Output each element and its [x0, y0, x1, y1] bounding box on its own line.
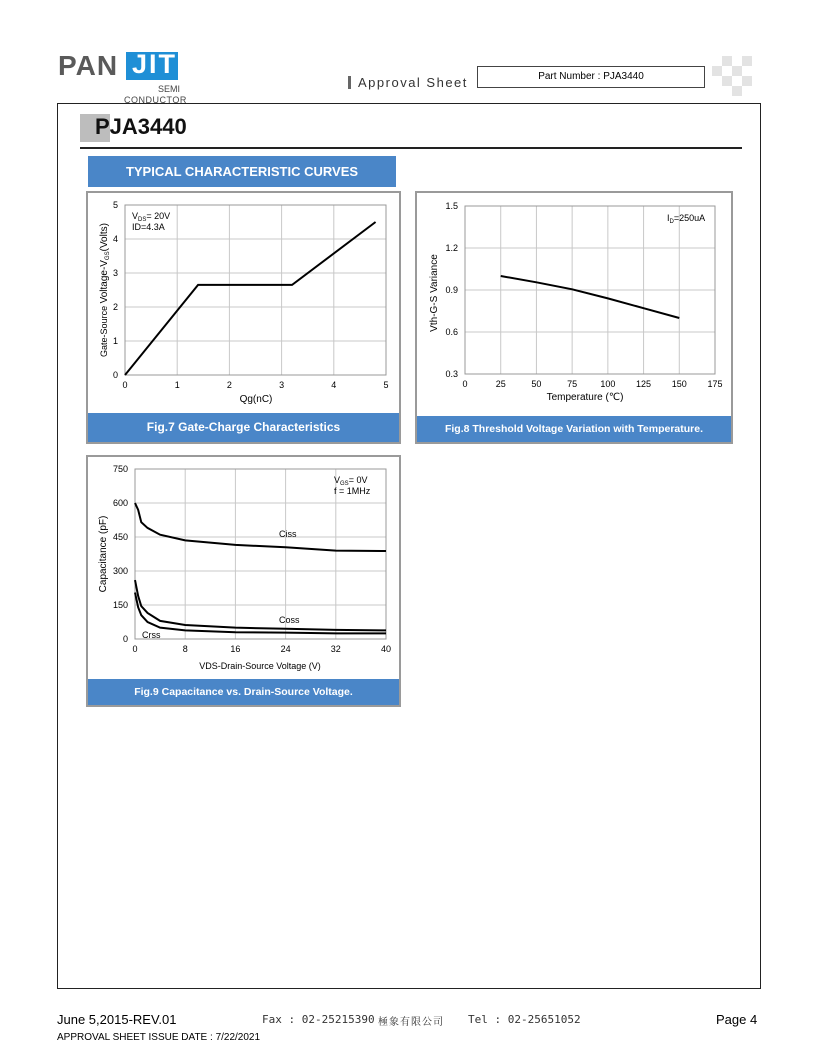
- fig7-annotation-id: ID=4.3A: [132, 222, 165, 232]
- x-tick-label: 40: [380, 644, 392, 654]
- fig7-ylabel: Gate-Source Voltage-$V_{GS}(Volts)$: [99, 223, 111, 357]
- x-tick-label: 50: [531, 379, 542, 389]
- fig9-panel: [86, 455, 401, 707]
- fig9-label-ciss: Ciss: [279, 529, 297, 539]
- y-tick-label: 1: [112, 336, 118, 346]
- fig9-series-crss: [135, 593, 386, 634]
- x-tick-label: 4: [331, 380, 337, 390]
- page-title: PJA3440: [95, 114, 187, 139]
- y-tick-label: 3: [112, 268, 118, 278]
- y-tick-label: 1.2: [445, 243, 458, 253]
- x-tick-label: 8: [182, 644, 188, 654]
- x-tick-label: 1: [174, 380, 180, 390]
- y-tick-label: 0.6: [445, 327, 458, 337]
- y-tick-label: 4: [112, 234, 118, 244]
- x-tick-label: 75: [567, 379, 578, 389]
- y-tick-label: 0.3: [445, 369, 458, 379]
- x-tick-label: 24: [280, 644, 291, 654]
- x-tick-label: 3: [279, 380, 285, 390]
- y-tick-label: 600: [112, 498, 128, 508]
- x-tick-label: 16: [230, 644, 241, 654]
- x-tick-label: 0: [462, 379, 468, 389]
- y-tick-label: 0: [122, 634, 128, 644]
- y-tick-label: 750: [112, 464, 128, 474]
- section-title: TYPICAL CHARACTERISTIC CURVES: [88, 156, 396, 187]
- y-tick-label: 0: [112, 370, 118, 380]
- x-tick-label: 175: [707, 379, 723, 389]
- footer-tel: Tel : 02-25651052: [468, 1013, 581, 1026]
- fig7-caption: Fig.7 Gate-Charge Characteristics: [88, 413, 399, 442]
- checker-decoration: [712, 56, 752, 98]
- fig9-annotation-f: f = 1MHz: [334, 486, 371, 496]
- title-rule: [80, 147, 742, 149]
- fig8-series-line: [501, 276, 680, 318]
- fig9-annotation-vgs: $V_{GS}= 0V$: [334, 475, 368, 487]
- fig9-label-coss: Coss: [279, 615, 300, 625]
- logo-semi-text: SEMI: [158, 84, 181, 94]
- y-tick-label: 1.5: [445, 201, 458, 211]
- x-tick-label: 25: [495, 379, 506, 389]
- x-tick-label: 0: [132, 644, 138, 654]
- fig9-series-ciss: [135, 503, 386, 551]
- fig7-xlabel: Qg(nC): [239, 394, 273, 405]
- fig9-xlabel: VDS-Drain-Source Voltage (V): [199, 661, 321, 671]
- footer-company: 極象有限公司: [378, 1017, 444, 1028]
- fig7-panel: [86, 191, 401, 444]
- fig7-series-line: [125, 222, 376, 375]
- x-tick-label: 5: [383, 380, 389, 390]
- footer-fax: Fax : 02-25215390: [262, 1013, 375, 1026]
- x-tick-label: 150: [671, 379, 687, 389]
- y-tick-label: 150: [112, 600, 128, 610]
- y-tick-label: 300: [112, 566, 128, 576]
- part-number-box: Part Number : PJA3440: [477, 66, 705, 88]
- fig8-ylabel: Vth-G-S Variance: [429, 254, 440, 332]
- x-tick-label: 32: [330, 644, 341, 654]
- fig8-annotation: $I_D=250uA$: [667, 213, 706, 225]
- logo-jit-text: JIT: [132, 49, 178, 79]
- footer-date-rev: June 5,2015-REV.01: [57, 1012, 177, 1027]
- fig9-ylabel: Capacitance (pF): [98, 515, 109, 593]
- footer-issue-date: APPROVAL SHEET ISSUE DATE : 7/22/2021: [57, 1032, 261, 1043]
- fig8-panel: [415, 191, 733, 444]
- logo-pan-text: PAN: [58, 50, 119, 81]
- logo-conductor-text: CONDUCTOR: [124, 95, 187, 105]
- x-tick-label: 0: [122, 380, 128, 390]
- fig8-chart: [417, 193, 731, 413]
- fig9-label-crss: Crss: [142, 630, 161, 640]
- y-tick-label: 2: [112, 302, 118, 312]
- fig9-chart: [88, 457, 399, 677]
- x-tick-label: 125: [636, 379, 652, 389]
- x-tick-label: 2: [226, 380, 232, 390]
- y-tick-label: 450: [112, 532, 128, 542]
- fig9-caption: Fig.9 Capacitance vs. Drain-Source Voltage.: [88, 679, 399, 705]
- fig7-chart: [88, 193, 399, 413]
- y-tick-label: 0.9: [445, 285, 458, 295]
- fig8-xlabel: Temperature (℃): [546, 392, 624, 403]
- fig8-caption: Fig.8 Threshold Voltage Variation with Temperature.: [417, 416, 731, 442]
- x-tick-label: 100: [600, 379, 616, 389]
- footer-page-number: Page 4: [716, 1012, 758, 1027]
- approval-sheet-label: Approval Sheet: [358, 75, 468, 90]
- y-tick-label: 5: [112, 200, 118, 210]
- fig7-annotation-vds: $V_{DS}= 20V$: [132, 211, 171, 223]
